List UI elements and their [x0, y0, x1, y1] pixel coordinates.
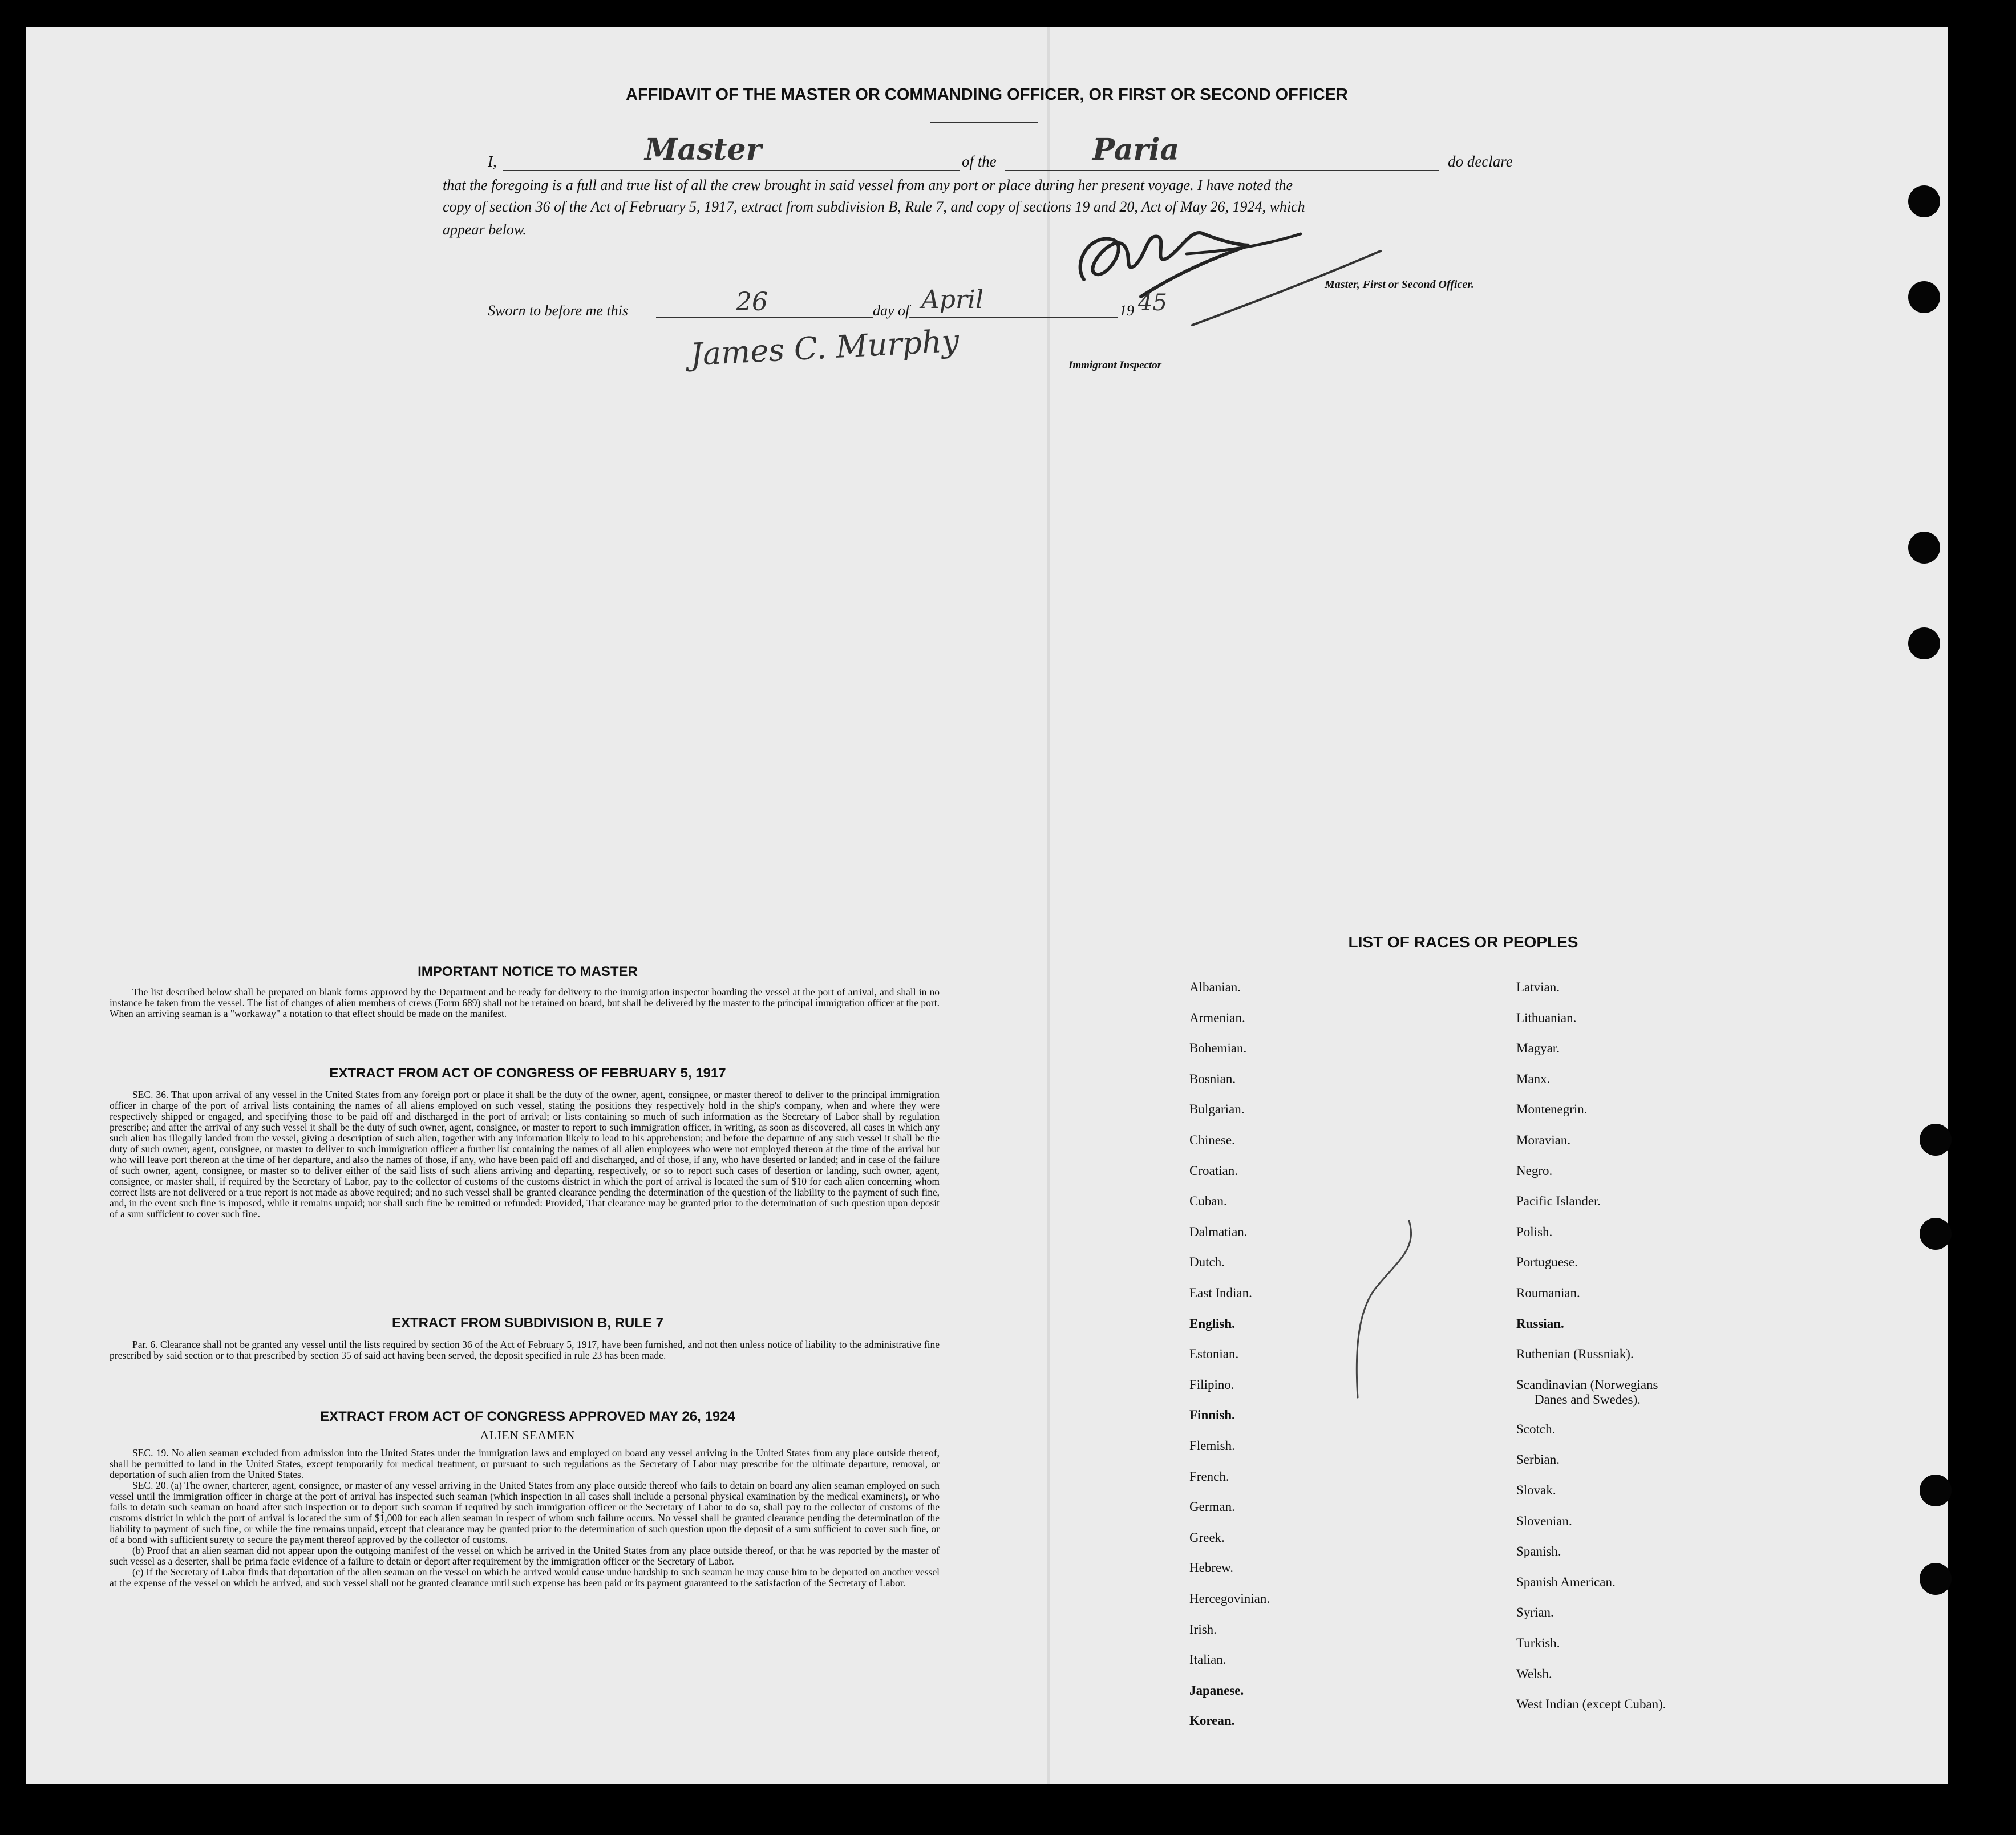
race-item: Bohemian.	[1189, 1041, 1247, 1055]
binder-hole	[1908, 532, 1940, 564]
binder-hole	[1920, 1475, 1952, 1506]
race-item: Spanish.	[1516, 1544, 1561, 1558]
race-item: Armenian.	[1189, 1011, 1245, 1025]
master-handwriting[interactable]: Master	[645, 132, 762, 167]
race-item: Slovak.	[1516, 1483, 1556, 1497]
race-item: Bulgarian.	[1189, 1102, 1245, 1116]
race-item: Estonian.	[1189, 1347, 1239, 1361]
race-item: Chinese.	[1189, 1133, 1235, 1147]
race-item: Manx.	[1516, 1072, 1551, 1086]
extract-1917-title: EXTRACT FROM ACT OF CONGRESS OF FEBRUARY 5, 1917	[329, 1066, 726, 1081]
binder-hole	[1920, 1124, 1952, 1156]
race-item: Scandinavian (Norwegians	[1516, 1378, 1658, 1392]
race-item: Serbian.	[1516, 1452, 1560, 1467]
race-item: Negro.	[1516, 1164, 1553, 1178]
of-the-label: of the	[962, 153, 997, 170]
race-item: Cuban.	[1189, 1194, 1227, 1208]
race-item: Portuguese.	[1516, 1255, 1578, 1269]
section-20c-paragraph: (c) If the Secretary of Labor finds that deportation of the alien seaman on the vessel on which he arrived would cause undue hardship to such seaman he may cause him to be deported on another vessel at the expense of the vessel on which he arrived, and such vessel shall not be granted clearance until such expense has been paid or its payment guaranteed to the satisfaction of the Secretary of Labor.	[110, 1566, 940, 1589]
rule7-title: EXTRACT FROM SUBDIVISION B, RULE 7	[391, 1315, 664, 1331]
race-item: French.	[1189, 1469, 1229, 1484]
race-item: Moravian.	[1516, 1133, 1571, 1147]
race-item: Albanian.	[1189, 980, 1241, 994]
inspector-caption: Immigrant Inspector	[1068, 359, 1162, 371]
alien-seamen-subtitle: ALIEN SEAMEN	[480, 1428, 576, 1442]
notice-text	[110, 987, 940, 1019]
officer-caption: Master, First or Second Officer.	[1325, 278, 1474, 291]
race-item: Italian.	[1189, 1652, 1226, 1667]
affidavit-title: AFFIDAVIT OF THE MASTER OR COMMANDING OFFICER, OR FIRST OR SECOND OFFICER	[626, 86, 1348, 104]
race-item: Ruthenian (Russniak).	[1516, 1347, 1634, 1361]
section-20a-paragraph: SEC. 20. (a) The owner, charterer, agent, consignee, or master of any vessel arriving in the United States from any place outside thereof who fails to detain on board any alien seaman employed on such vessel until the immigration officer in charge at the port of arrival has inspected such seaman (which inspection in all cases shall include a personal physical examination by the medical examiners), or who fails to detain such seaman on board after such inspection or to deport such seaman if required by such immigration officer or the Secretary of Labor to do so, shall pay to the collector of customs of the customs district in which the port of arrival is located the sum of $1,000 for each alien seaman in respect of whom such failure occurs. No vessel shall be granted clearance pending the determination of the liability to payment of such fine, or while the fine remains unpaid, except that clearance may be granted prior to the determination of such question upon the deposit of a sum sufficient to cover such fine, or of a bond with sufficient surety to secure the payment thereof approved by the collector of customs.	[110, 1480, 940, 1545]
day-line	[656, 317, 873, 318]
race-item: Scotch.	[1516, 1422, 1556, 1436]
extract-1924-text	[110, 1448, 940, 1589]
race-item: Syrian.	[1516, 1605, 1554, 1619]
race-item: Hebrew.	[1189, 1561, 1234, 1575]
race-item: East Indian.	[1189, 1286, 1252, 1300]
month-line	[909, 317, 1118, 318]
section-20b-paragraph: (b) Proof that an alien seaman did not appear upon the outgoing manifest of the vessel on which he arrived in the United States from any place outside thereof, or that he was reported by the master of such vessel as a deserter, shall be prima facie evidence of a failure to detain or deport after requirement by the immigration officer or the Secretary of Labor.	[110, 1545, 940, 1567]
race-item: Welsh.	[1516, 1667, 1552, 1681]
year-handwriting[interactable]: 45	[1138, 290, 1167, 316]
binder-hole	[1908, 185, 1940, 217]
page-fold	[1047, 27, 1050, 1784]
section-36-paragraph: SEC. 36. That upon arrival of any vessel in the United States from any foreign port or place it shall be the duty of the owner, agent, consignee, or master thereof to deliver to the principal immigration officer in charge of the port of arrival lists containing the names of all aliens employed on such vessel, stating the positions they respectively hold in the ship's company, when and where they were respectively shipped or engaged, and specifying those to be paid off and discharged in the port of arrival; or lists containing so much of such information as the Secretary of Labor shall by regulation prescribe; and after the arrival of any such vessel it shall be the duty of such owner, agent, consignee, or master to report to such immigration officer, in writing, as soon as discovered, all cases in which any such alien has illegally landed from the vessel, giving a description of such alien, together with any information likely to lead to his apprehension; and before the departure of any such vessel it shall be the duty of such owner, agent, consignee, or master to deliver to such immigration officer a further list containing the names of all alien employees who were not employed thereon at the time of the arrival but who will leave port thereon at the time of her departure, and also the names of those, if any, who have been paid off and discharged, and of those, if any, who have deserted or landed; and in case of the failure of such owner, agent, consignee, or master so to deliver either of the said lists of such aliens arriving and departing, respectively, or so to report such cases of desertion or landing, such owner, agent, consignee, or master shall, if required by the Secretary of Labor, pay to the collector of customs of the customs district in which the port of arrival is located the sum of $10 for each alien concerning whom correct lists are not delivered or a true report is not made as above required; and no such vessel shall be granted clearance pending the determination of the question of the liability to the payment of such fine, and, in the event such fine is imposed, while it remains unpaid; nor shall such fine be remitted or refunded: Provided, That clearance may be granted prior to the determination of such question upon deposit of a sum sufficient to cover such fine.	[110, 1089, 940, 1220]
race-item: German.	[1189, 1500, 1235, 1514]
race-item: Bosnian.	[1189, 1072, 1236, 1086]
affidavit-i-label: I,	[488, 153, 497, 170]
affidavit-body-line2: copy of section 36 of the Act of February 5, 1917, extract from subdivision B, Rule 7, and copy of sections 19 and 20, Act of May 26, 1924, which	[443, 199, 1305, 215]
race-item: Roumanian.	[1516, 1286, 1580, 1300]
affidavit-body-line1: that the foregoing is a full and true list of all the crew brought in said vessel from any port or place during her present voyage. I have noted the	[443, 177, 1293, 193]
race-item: Dutch.	[1189, 1255, 1225, 1269]
sworn-month-handwriting[interactable]: April	[921, 285, 984, 314]
race-item: Magyar.	[1516, 1041, 1560, 1055]
binder-hole	[1908, 281, 1940, 313]
affidavit-body-line3: appear below.	[443, 221, 527, 238]
race-item: Flemish.	[1189, 1439, 1235, 1453]
binder-hole	[1920, 1563, 1952, 1595]
binder-hole	[1920, 1218, 1952, 1250]
race-item: Finnish.	[1189, 1408, 1235, 1422]
inspector-signature[interactable]: James C. Murphy	[689, 322, 960, 373]
extract-1924-title: EXTRACT FROM ACT OF CONGRESS APPROVED MAY 26, 1924	[320, 1409, 735, 1424]
race-item: Pacific Islander.	[1516, 1194, 1601, 1208]
pencil-check-mark	[1312, 1215, 1426, 1403]
rule7-paragraph: Par. 6. Clearance shall not be granted any vessel until the lists required by section 36 of the Act of February 5, 1917, have been furnished, and not then unless notice of liability to the administrative fine prescribed by said section or to that prescribed by section 35 of said act having been served, the deposit specified in rule 23 has been made.	[110, 1339, 940, 1361]
race-item: Danes and Swedes).	[1535, 1392, 1641, 1407]
race-item: Lithuanian.	[1516, 1011, 1577, 1025]
race-item: Latvian.	[1516, 980, 1560, 994]
section-19-paragraph: SEC. 19. No alien seaman excluded from admission into the United States under the immigration laws and employed on board any vessel arriving in the United States from any place outside thereof, shall be permitted to land in the United States, except temporarily for medical treatment, or pursuant to such regulations as the Secretary of Labor may prescribe for the ultimate departure, removal, or deportation of such alien from the United States.	[110, 1447, 940, 1480]
race-item: English.	[1189, 1316, 1235, 1331]
race-item: Japanese.	[1189, 1683, 1244, 1698]
race-item: Montenegrin.	[1516, 1102, 1588, 1116]
race-item: Croatian.	[1189, 1164, 1238, 1178]
day-of-label: day of	[873, 302, 910, 319]
notice-paragraph: The list described below shall be prepared on blank forms approved by the Department and be ready for delivery to the immigration inspector boarding the vessel at the port of arrival, and shall in no instance be taken from the vessel. The list of changes of alien members of crews (Form 689) shall not be retained on board, but shall be delivered by the master to the principal immigration officer at the port. When an arriving seaman is a "workaway" a notation to that effect should be made on the manifest.	[110, 986, 940, 1019]
races-title: LIST OF RACES OR PEOPLES	[1348, 933, 1578, 951]
binder-hole	[1908, 627, 1940, 659]
race-item: West Indian (except Cuban).	[1516, 1697, 1666, 1711]
extract-1917-text	[110, 1089, 940, 1220]
race-item: Spanish American.	[1516, 1575, 1616, 1589]
title-divider	[930, 122, 1038, 123]
sworn-day-handwriting[interactable]: 26	[736, 287, 768, 317]
vessel-handwriting[interactable]: Paria	[1092, 132, 1180, 167]
race-item: Slovenian.	[1516, 1514, 1572, 1528]
notice-title: IMPORTANT NOTICE TO MASTER	[418, 964, 638, 979]
do-declare-label: do declare	[1448, 153, 1513, 170]
race-item: Polish.	[1516, 1225, 1553, 1239]
year-prefix: 19	[1119, 302, 1134, 319]
rule7-text	[110, 1339, 940, 1361]
race-item: Filipino.	[1189, 1378, 1234, 1392]
race-item: Dalmatian.	[1189, 1225, 1248, 1239]
race-item: Turkish.	[1516, 1636, 1560, 1650]
signature-flourish	[1187, 245, 1392, 331]
race-item: Greek.	[1189, 1530, 1225, 1545]
race-item: Hercegovinian.	[1189, 1591, 1270, 1606]
race-item: Korean.	[1189, 1714, 1235, 1728]
sworn-label: Sworn to before me this	[488, 302, 629, 319]
race-item: Irish.	[1189, 1622, 1217, 1636]
vessel-line	[1005, 170, 1439, 171]
name-line	[503, 170, 960, 171]
race-item: Russian.	[1516, 1316, 1564, 1331]
